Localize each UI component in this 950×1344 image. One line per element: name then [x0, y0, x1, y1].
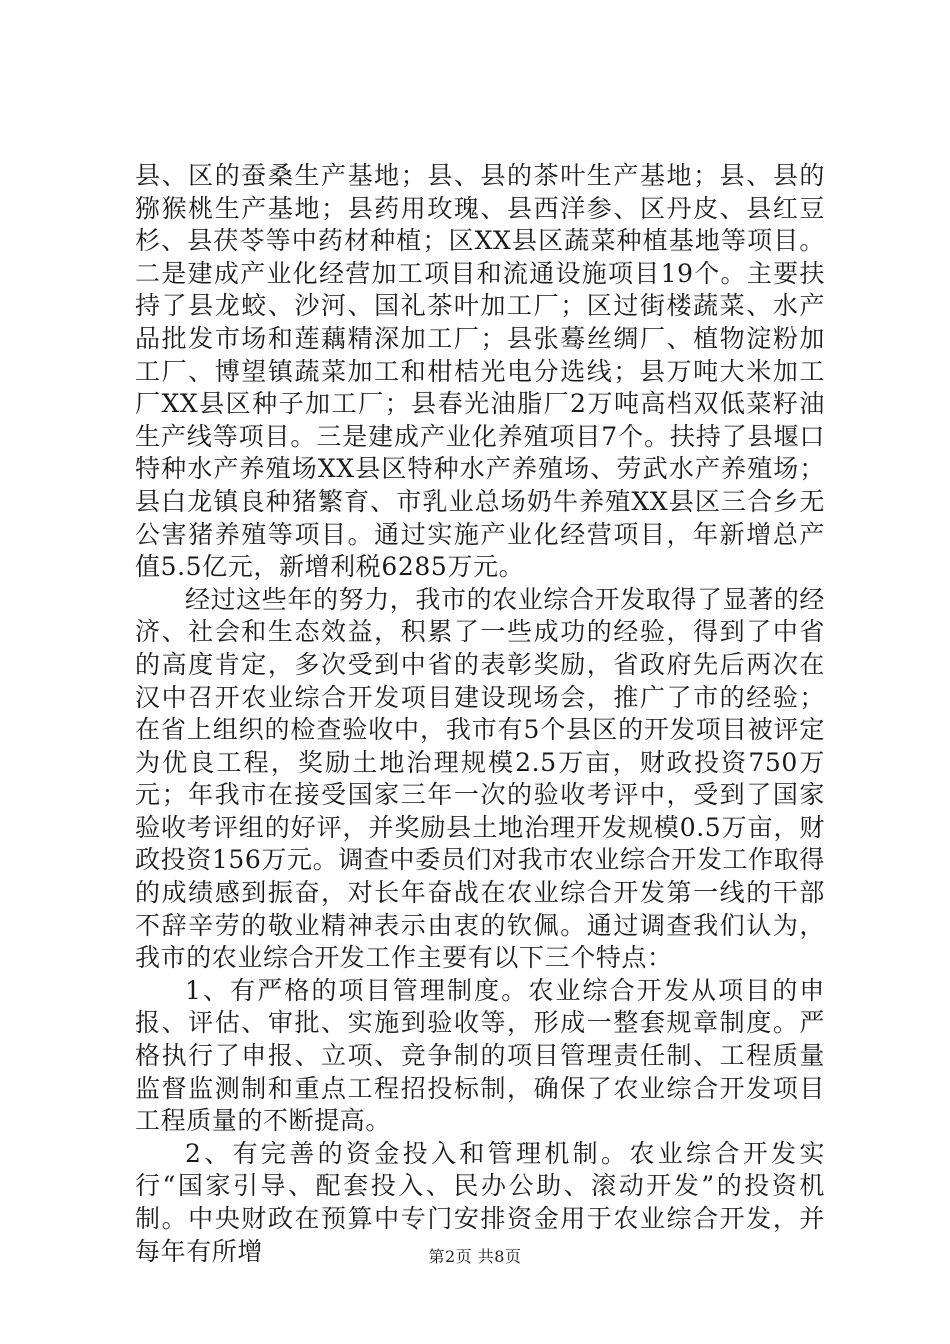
document-body [135, 160, 825, 1268]
paragraph-1: 县、区的蚕桑生产基地；县、县的茶叶生产基地；县、县的猕猴桃生产基地；县药用玫瑰、县西洋参、区丹皮、县红豆杉、县茯苓等中药材种植；区XX县区蔬菜种植基地等项目。二是建成产业化经营加工项目和流通设施项目19个。主要扶持了县龙蛟、沙河、国礼茶叶加工厂；区过街楼蔬菜、水产品批发市场和莲藕精深加工厂；县张蓦丝绸厂、植物淀粉加工厂、博望镇蔬菜加工和柑桔光电分选线；县万吨大米加工厂XX县区种子加工厂；县春光油脂厂2万吨高档双低菜籽油生产线等项目。三是建成产业化养殖项目7个。扶持了县堰口特种水产养殖场XX县区特种水产养殖场、劳武水产养殖场；县白龙镇良种猪繁育、市乳业总场奶牛养殖XX县区三合乡无公害猪养殖等项目。通过实施产业化经营项目，年新增总产值5.5亿元，新增利税6285万元。 [135, 161, 825, 582]
page-footer: 第2页 共8页 [428, 1247, 522, 1266]
paragraph-2: 经过这些年的努力，我市的农业综合开发取得了显著的经济、社会和生态效益，积累了一些成功的经验，得到了中省的高度肯定，多次受到中省的表彰奖励，省政府先后两次在汉中召开农业综合开发项目建设现场会，推广了市的经验；在省上组织的检查验收中，我市有5个县区的开发项目被评定为优良工程，奖励土地治理规模2.5万亩，财政投资750万元；年我市在接受国家三年一次的验收考评中，受到了国家验收考评组的好评，并奖励县土地治理开发规模0.5万亩，财政投资156万元。调查中委员们对我市农业综合开发工作取得的成绩感到振奋，对长年奋战在农业综合开发第一线的干部不辞辛劳的敬业精神表示由衷的钦佩。通过调查我们认为，我市的农业综合开发工作主要有以下三个特点： [135, 584, 826, 973]
paragraph-4: 2、有完善的资金投入和管理机制。农业综合开发实行“国家引导、配套投入、民办公助、滚动开发”的投资机制。中央财政在预算中专门安排资金用于农业综合开发，并每年有所增 [135, 1138, 825, 1266]
paragraph-3: 1、有严格的项目管理制度。农业综合开发从项目的申报、评估、审批、实施到验收等，形成一整套规章制度。严格执行了申报、立项、竞争制的项目管理责任制、工程质量监督监测制和重点工程招投标制，确保了农业综合开发项目工程质量的不断提高。 [135, 975, 825, 1136]
